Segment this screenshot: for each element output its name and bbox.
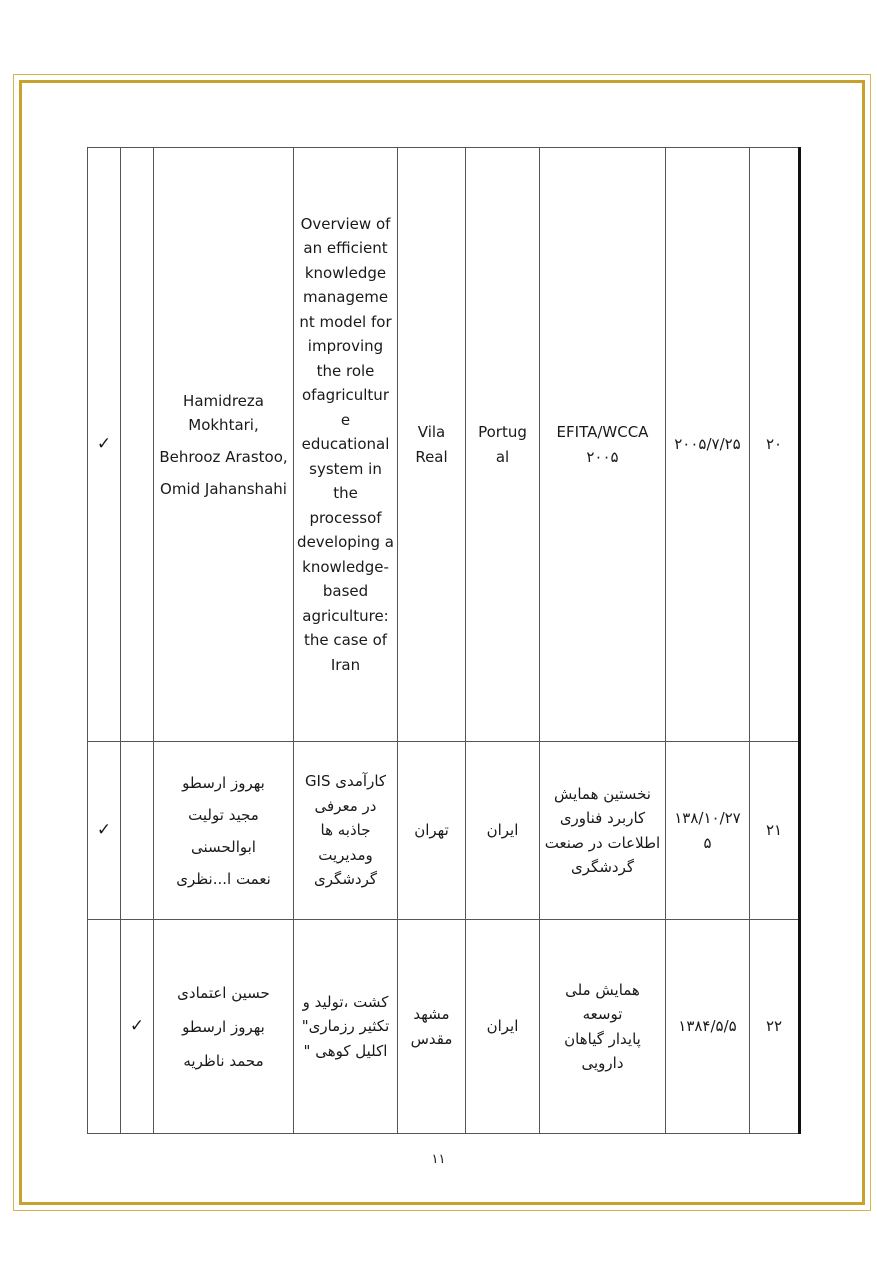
- table-row: [88, 742, 800, 920]
- event-line: ۲۰۰۵: [586, 447, 619, 466]
- event-line: نخستین همایش: [554, 784, 651, 803]
- paper-title-cell: [294, 148, 398, 742]
- country-line: Portug: [478, 423, 527, 441]
- author-name: Omid Jahanshahi: [160, 479, 287, 498]
- check-cell-secondary: [121, 920, 154, 1134]
- city-line: مقدس: [410, 1029, 453, 1048]
- event-line: EFITA/WCCA: [556, 423, 649, 441]
- date: ۲۰۰۵/۷/۲۵: [674, 435, 741, 454]
- city-cell: [398, 148, 466, 742]
- checkmark-icon: ✓: [96, 820, 112, 841]
- country-line: al: [495, 447, 510, 466]
- page-number: ۱۱: [431, 1152, 446, 1167]
- checkmark-icon: ✓: [129, 1016, 145, 1037]
- check-cell-primary: [88, 920, 121, 1134]
- date-cell: [666, 920, 750, 1134]
- date-cell: [666, 148, 750, 742]
- country-cell: [466, 920, 540, 1134]
- title-line: گردشگری: [314, 870, 377, 889]
- paper-title-cell: [294, 920, 398, 1134]
- city-line: Real: [415, 447, 448, 466]
- table-row: [88, 920, 800, 1134]
- title-line: کشت ،تولید و: [302, 992, 389, 1011]
- city-line: Vila: [417, 423, 446, 441]
- date: ۱۳۸۴/۵/۵: [678, 1017, 737, 1036]
- event-cell: [540, 148, 666, 742]
- author-name: Hamidreza Mokhtari,: [183, 391, 264, 434]
- conference-papers-table: [87, 147, 801, 1134]
- date-line: ۱۳۸/۱۰/۲۷: [674, 809, 741, 827]
- title-line: در معرفی: [314, 796, 377, 815]
- event-line: همایش ملی توسعه: [565, 980, 640, 1023]
- row-number: ۲۱: [765, 821, 783, 840]
- city-line: مشهد: [413, 1005, 450, 1023]
- author-name: ابوالحسنی: [191, 837, 256, 856]
- title-line: کارآمدی GIS: [304, 772, 387, 791]
- country: ایران: [486, 821, 519, 840]
- paper-title: Overview of an efficient knowledge manageme nt model for improving the role ofagricultur e educational system in the processof developing a knowledge-based agriculture: the case of Iran: [297, 214, 394, 674]
- author-name: محمد ناظریه: [183, 1051, 264, 1070]
- check-cell-primary: [88, 742, 121, 920]
- author-name: Behrooz Arastoo,: [159, 447, 288, 466]
- author-name: بهروز ارسطو: [182, 1017, 265, 1036]
- author-name: مجید تولیت: [188, 805, 259, 824]
- country-cell: [466, 742, 540, 920]
- author-name: حسین اعتمادی: [177, 983, 270, 1002]
- row-number: ۲۲: [765, 1017, 783, 1036]
- table-row: [88, 148, 800, 742]
- event-line: پایدار گیاهان: [564, 1029, 641, 1048]
- check-cell-secondary: [121, 742, 154, 920]
- author-name: بهروز ارسطو: [182, 773, 265, 792]
- authors-cell: [154, 148, 294, 742]
- row-number: ۲۰: [765, 435, 783, 454]
- city-cell: [398, 742, 466, 920]
- row-number-cell: [750, 742, 800, 920]
- author-name: نعمت ا...نظری: [176, 869, 271, 888]
- check-cell-secondary: [121, 148, 154, 742]
- checkmark-icon: ✓: [96, 434, 112, 455]
- authors-cell: [154, 920, 294, 1134]
- event-cell: [540, 742, 666, 920]
- country-cell: [466, 148, 540, 742]
- event-line: کاربرد فناوری: [559, 809, 646, 827]
- date-cell: [666, 742, 750, 920]
- city-cell: [398, 920, 466, 1134]
- row-number-cell: [750, 148, 800, 742]
- title-line: جاذبه ها: [320, 821, 371, 840]
- title-line: تکثیر رزماری": [301, 1017, 390, 1036]
- event-line: دارویی: [581, 1054, 624, 1072]
- row-number-cell: [750, 920, 800, 1134]
- authors-cell: [154, 742, 294, 920]
- date-line: ۵: [703, 833, 712, 852]
- event-line: اطلاعات در صنعت: [544, 833, 661, 852]
- title-line: ومدیریت: [318, 845, 373, 864]
- event-cell: [540, 920, 666, 1134]
- check-cell-primary: [88, 148, 121, 742]
- city: تهران: [414, 821, 449, 840]
- country: ایران: [486, 1017, 519, 1036]
- title-line: اکلیل کوهی ": [303, 1041, 388, 1060]
- paper-title-cell: [294, 742, 398, 920]
- event-line: گردشگری: [571, 858, 634, 876]
